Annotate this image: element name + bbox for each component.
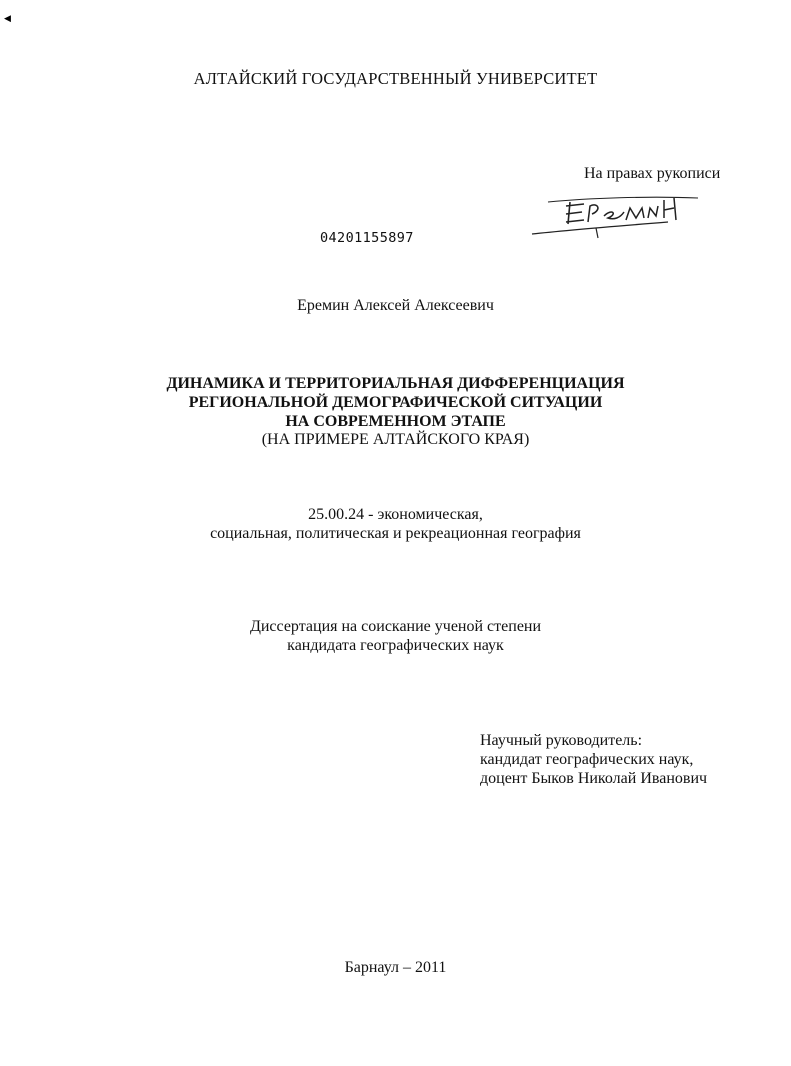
dissertation-line-1: Диссертация на соискание ученой степени [249,618,542,635]
title-line-1: ДИНАМИКА И ТЕРРИТОРИАЛЬНАЯ ДИФФЕРЕНЦИАЦИЯ [166,375,625,392]
title-line-2: РЕГИОНАЛЬНОЙ ДЕМОГРАФИЧЕСКОЙ СИТУАЦИИ [188,394,603,411]
university-name: АЛТАЙСКИЙ ГОСУДАРСТВЕННЫЙ УНИВЕРСИТЕТ [193,69,598,88]
specialty-code: 25.00.24 - экономическая, [308,506,483,523]
dissertation-line-2: кандидата географических наук [287,637,504,654]
signature-image [528,188,708,242]
catalog-number: 04201155897 [320,230,414,246]
author-name: Еремин Алексей Алексеевич [297,297,494,314]
title-subtitle: (НА ПРИМЕРЕ АЛТАЙСКОГО КРАЯ) [261,431,530,448]
corner-mark: ◀ [4,13,11,23]
supervisor-heading: Научный руководитель: [480,732,643,749]
title-line-3: НА СОВРЕМЕННОМ ЭТАПЕ [285,413,506,430]
city-year: Барнаул – 2011 [344,959,447,976]
specialty-name: социальная, политическая и рекреационная география [210,525,581,542]
supervisor-degree: кандидат географических наук, [480,751,694,768]
manuscript-note: На правах рукописи [584,165,721,182]
supervisor-name: доцент Быков Николай Иванович [480,770,708,787]
